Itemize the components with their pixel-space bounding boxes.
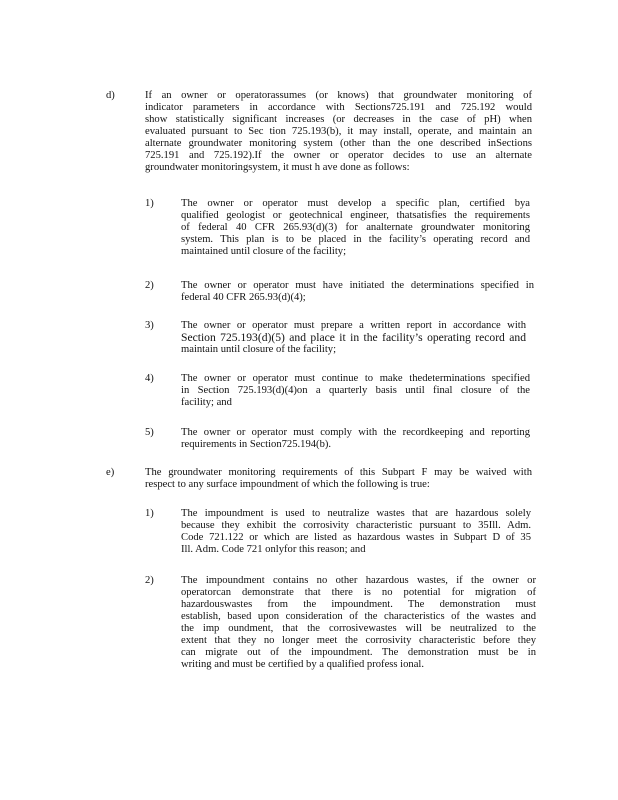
item-d1-marker: 1) [145,198,154,209]
item-d-paragraph [145,90,532,174]
text-line: The owner or operator must continue to make thedeterminations specified [181,373,530,384]
item-d4-marker: 4) [145,373,154,384]
text-line: can migrate out of the impoundment. The demonstration must be in [181,647,536,658]
item-d2-paragraph [181,280,534,304]
text-line: The owner or operator must comply with the recordkeeping and reporting [181,427,530,438]
text-line: Ill. Adm. Code 721 onlyfor this reason; and [181,544,366,555]
text-line: facility; and [181,397,232,408]
text-line: Code 721.122 or which are listed as hazardous wastes in Subpart D of 35 [181,532,531,543]
item-d5-paragraph [181,427,530,451]
text-line: 725.191 and 725.192).If the owner or operator decides to use an alternate [145,150,532,161]
item-d1-paragraph [181,198,530,258]
text-line: The owner or operator must prepare a written report in accordance with [181,320,526,331]
item-e2-marker: 2) [145,575,154,586]
text-line: alternate groundwater monitoring system (other than the one described inSections [145,138,532,149]
text-line: indicator parameters in accordance with Sections725.191 and 725.192 would [145,102,532,113]
text-line: Section 725.193(d)(5) and place it in the facility’s operating record and [181,331,526,344]
item-d3-marker: 3) [145,320,154,331]
text-line: in Section 725.193(d)(4)on a quarterly basis until final closure of the [181,385,530,396]
text-line: respect to any surface impoundment of which the following is true: [145,479,430,490]
item-e-paragraph [145,467,532,491]
text-line: evaluated pursuant to Sec tion 725.193(b), it may install, operate, and maintain an [145,126,532,137]
text-line: show statistically significant increases (or decreases in the case of pH) when [145,114,532,125]
text-line: maintain until closure of the facility; [181,344,337,355]
text-line: operatorcan demonstrate that there is no potential for migration of [181,587,536,598]
item-d-marker: d) [106,90,115,101]
text-line: because they exhibit the corrosivity characteristic pursuant to 35Ill. Adm. [181,520,531,531]
text-line: writing and must be certified by a qualified profess ional. [181,659,424,670]
item-e1-paragraph [181,508,531,556]
text-line: system. This plan is to be placed in the facility’s operating record and [181,234,530,245]
item-e2-paragraph [181,575,536,671]
text-line: the imp oundment, that the corrosivewastes will be neutralized to the [181,623,536,634]
text-line: The impoundment contains no other hazardous wastes, if the owner or [181,575,536,586]
text-line: groundwater monitoringsystem, it must h ave done as follows: [145,162,410,173]
text-line: If an owner or operatorassumes (or knows) that groundwater monitoring of [145,90,532,101]
text-line: qualified geologist or geotechnical engineer, thatsatisfies the requirements [181,210,530,221]
item-d2-marker: 2) [145,280,154,291]
text-line: maintained until closure of the facility; [181,246,347,257]
text-line: The groundwater monitoring requirements of this Subpart F may be waived with [145,467,532,478]
item-d3-paragraph [181,320,526,356]
text-line: establish, based upon consideration of the characteristics of the wastes and [181,611,536,622]
text-line: The impoundment is used to neutralize wastes that are hazardous solely [181,508,531,519]
item-d5-marker: 5) [145,427,154,438]
text-line: The owner or operator must have initiated the determinations specified in [181,280,534,291]
item-e1-marker: 1) [145,508,154,519]
item-d4-paragraph [181,373,530,409]
text-line: requirements in Section725.194(b). [181,439,332,450]
text-line: The owner or operator must develop a specific plan, certified bya [181,198,530,209]
text-line: federal 40 CFR 265.93(d)(4); [181,292,306,303]
text-line: extent that they no longer meet the corrosivity characteristic before they [181,635,536,646]
text-line: hazardouswastes from the impoundment. The demonstration must [181,599,536,610]
text-line: of federal 40 CFR 265.93(d)(3) for analternate groundwater monitoring [181,222,530,233]
item-e-marker: e) [106,467,115,478]
